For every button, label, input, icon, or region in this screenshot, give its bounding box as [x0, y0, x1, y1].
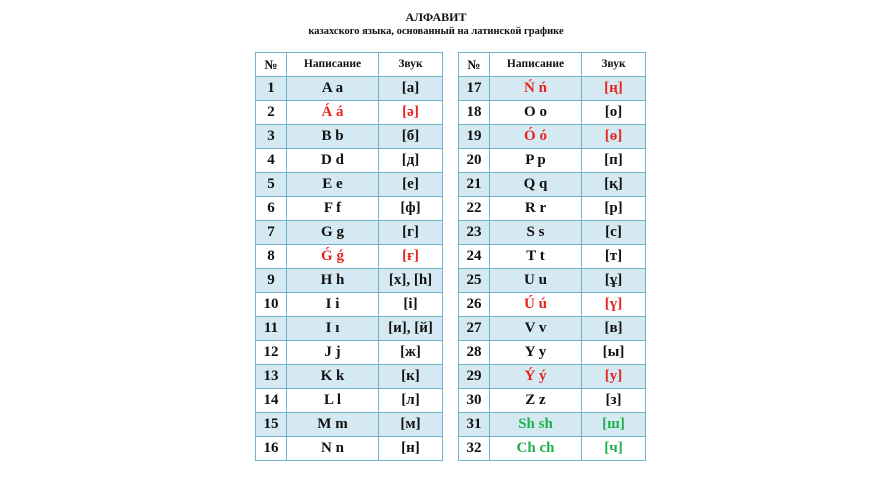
- letter-number: 11: [256, 317, 287, 341]
- letter-spelling: E e: [287, 173, 379, 197]
- table-row: [256, 125, 443, 149]
- header-sound: Звук: [582, 53, 646, 77]
- letter-spelling: Ń ń: [490, 77, 582, 101]
- table-row: [256, 269, 443, 293]
- letter-spelling: Ó ó: [490, 125, 582, 149]
- letter-sound: [г]: [379, 221, 443, 245]
- table-row: [256, 293, 443, 317]
- letter-spelling: A a: [287, 77, 379, 101]
- letter-number: 13: [256, 365, 287, 389]
- letter-number: 6: [256, 197, 287, 221]
- letter-sound: [б]: [379, 125, 443, 149]
- letter-sound: [ұ]: [582, 269, 646, 293]
- letter-sound: [х], [h]: [379, 269, 443, 293]
- letter-sound: [и], [й]: [379, 317, 443, 341]
- header-number: №: [256, 53, 287, 77]
- letter-number: 15: [256, 413, 287, 437]
- letter-sound: [т]: [582, 245, 646, 269]
- page-subtitle: казахского языка, основанный на латинской графике: [308, 26, 564, 37]
- letter-spelling: B b: [287, 125, 379, 149]
- letter-spelling: K k: [287, 365, 379, 389]
- letter-spelling: M m: [287, 413, 379, 437]
- letter-number: 19: [459, 125, 490, 149]
- table-body-left: [256, 77, 443, 461]
- letter-number: 26: [459, 293, 490, 317]
- letter-spelling: I i: [287, 293, 379, 317]
- table-row: [256, 173, 443, 197]
- letter-number: 1: [256, 77, 287, 101]
- letter-sound: [е]: [379, 173, 443, 197]
- letter-sound: [ң]: [582, 77, 646, 101]
- letter-sound: [ч]: [582, 437, 646, 461]
- letter-spelling: D d: [287, 149, 379, 173]
- letter-spelling: H h: [287, 269, 379, 293]
- letter-spelling: Sh sh: [490, 413, 582, 437]
- letter-spelling: Ch ch: [490, 437, 582, 461]
- letter-sound: [ғ]: [379, 245, 443, 269]
- table-row: [459, 437, 646, 461]
- letter-sound: [ү]: [582, 293, 646, 317]
- letter-sound: [ж]: [379, 341, 443, 365]
- letter-sound: [ш]: [582, 413, 646, 437]
- letter-number: 12: [256, 341, 287, 365]
- table-row: [256, 317, 443, 341]
- table-row: [256, 221, 443, 245]
- letter-sound: [ы]: [582, 341, 646, 365]
- table-row: [459, 101, 646, 125]
- letter-number: 25: [459, 269, 490, 293]
- letter-sound: [м]: [379, 413, 443, 437]
- letter-number: 31: [459, 413, 490, 437]
- table-row: [459, 389, 646, 413]
- table-header-row: [256, 53, 443, 77]
- letter-spelling: T t: [490, 245, 582, 269]
- letter-number: 22: [459, 197, 490, 221]
- letter-sound: [в]: [582, 317, 646, 341]
- letter-sound: [ф]: [379, 197, 443, 221]
- letter-sound: [н]: [379, 437, 443, 461]
- letter-spelling: I ı: [287, 317, 379, 341]
- letter-spelling: Ý ý: [490, 365, 582, 389]
- letter-sound: [п]: [582, 149, 646, 173]
- letter-spelling: G g: [287, 221, 379, 245]
- letter-number: 17: [459, 77, 490, 101]
- table-row: [459, 317, 646, 341]
- letter-number: 2: [256, 101, 287, 125]
- letter-number: 27: [459, 317, 490, 341]
- table-row: [256, 341, 443, 365]
- letter-spelling: Q q: [490, 173, 582, 197]
- alphabet-table-right: [458, 52, 646, 461]
- letter-spelling: R r: [490, 197, 582, 221]
- table-row: [459, 269, 646, 293]
- letter-number: 23: [459, 221, 490, 245]
- letter-number: 16: [256, 437, 287, 461]
- letter-sound: [у]: [582, 365, 646, 389]
- header-number: №: [459, 53, 490, 77]
- letter-number: 9: [256, 269, 287, 293]
- letter-spelling: O o: [490, 101, 582, 125]
- alphabet-tables: [255, 52, 646, 461]
- table-row: [256, 437, 443, 461]
- letter-spelling: Ǵ ǵ: [287, 245, 379, 269]
- table-row: [256, 149, 443, 173]
- table-row: [256, 365, 443, 389]
- table-row: [459, 173, 646, 197]
- table-row: [459, 413, 646, 437]
- letter-sound: [ө]: [582, 125, 646, 149]
- alphabet-table-left: [255, 52, 443, 461]
- letter-spelling: F f: [287, 197, 379, 221]
- letter-number: 29: [459, 365, 490, 389]
- letter-number: 18: [459, 101, 490, 125]
- letter-number: 14: [256, 389, 287, 413]
- table-row: [459, 221, 646, 245]
- letter-number: 32: [459, 437, 490, 461]
- letter-number: 7: [256, 221, 287, 245]
- letter-sound: [с]: [582, 221, 646, 245]
- letter-sound: [д]: [379, 149, 443, 173]
- table-row: [459, 341, 646, 365]
- letter-sound: [л]: [379, 389, 443, 413]
- header-sound: Звук: [379, 53, 443, 77]
- table-row: [256, 413, 443, 437]
- table-row: [256, 389, 443, 413]
- letter-number: 8: [256, 245, 287, 269]
- table-row: [459, 293, 646, 317]
- letter-sound: [ə]: [379, 101, 443, 125]
- letter-number: 30: [459, 389, 490, 413]
- letter-spelling: J j: [287, 341, 379, 365]
- letter-spelling: L l: [287, 389, 379, 413]
- letter-sound: [і]: [379, 293, 443, 317]
- letter-number: 24: [459, 245, 490, 269]
- letter-sound: [з]: [582, 389, 646, 413]
- letter-spelling: Y y: [490, 341, 582, 365]
- letter-spelling: N n: [287, 437, 379, 461]
- header-spelling: Написание: [287, 53, 379, 77]
- letter-sound: [a]: [379, 77, 443, 101]
- letter-spelling: U u: [490, 269, 582, 293]
- table-row: [256, 101, 443, 125]
- table-row: [459, 197, 646, 221]
- table-row: [459, 77, 646, 101]
- letter-number: 10: [256, 293, 287, 317]
- letter-spelling: P p: [490, 149, 582, 173]
- table-row: [256, 77, 443, 101]
- table-row: [459, 245, 646, 269]
- letter-spelling: S s: [490, 221, 582, 245]
- letter-sound: [о]: [582, 101, 646, 125]
- table-row: [459, 149, 646, 173]
- letter-number: 21: [459, 173, 490, 197]
- header-spelling: Написание: [490, 53, 582, 77]
- letter-number: 28: [459, 341, 490, 365]
- letter-number: 20: [459, 149, 490, 173]
- table-row: [459, 125, 646, 149]
- letter-sound: [қ]: [582, 173, 646, 197]
- table-row: [256, 245, 443, 269]
- letter-sound: [к]: [379, 365, 443, 389]
- letter-number: 4: [256, 149, 287, 173]
- letter-spelling: Á á: [287, 101, 379, 125]
- letter-sound: [р]: [582, 197, 646, 221]
- page-title: АЛФАВИТ: [405, 10, 467, 24]
- table-header-row: [459, 53, 646, 77]
- letter-number: 3: [256, 125, 287, 149]
- letter-number: 5: [256, 173, 287, 197]
- table-row: [459, 365, 646, 389]
- table-row: [256, 197, 443, 221]
- table-body-right: [459, 77, 646, 461]
- letter-spelling: Z z: [490, 389, 582, 413]
- letter-spelling: V v: [490, 317, 582, 341]
- letter-spelling: Ú ú: [490, 293, 582, 317]
